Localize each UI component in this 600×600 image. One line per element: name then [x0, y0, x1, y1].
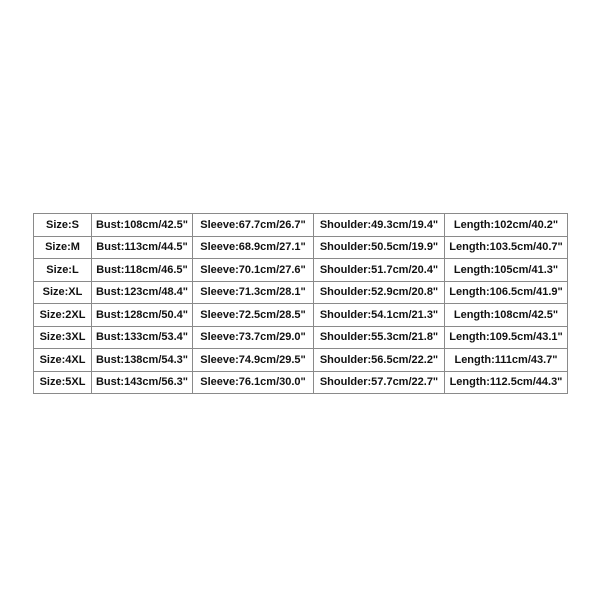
bust-cell: Bust:113cm/44.5" — [92, 236, 193, 259]
table-row — [34, 304, 568, 327]
size-cell: Size:S — [34, 214, 92, 237]
length-cell: Length:109.5cm/43.1" — [445, 326, 568, 349]
length-cell: Length:106.5cm/41.9" — [445, 281, 568, 304]
shoulder-cell: Shoulder:55.3cm/21.8" — [314, 326, 445, 349]
length-cell: Length:102cm/40.2" — [445, 214, 568, 237]
table-row — [34, 371, 568, 394]
shoulder-cell: Shoulder:57.7cm/22.7" — [314, 371, 445, 394]
table-row — [34, 214, 568, 237]
length-cell: Length:103.5cm/40.7" — [445, 236, 568, 259]
size-cell: Size:2XL — [34, 304, 92, 327]
bust-cell: Bust:128cm/50.4" — [92, 304, 193, 327]
size-cell: Size:L — [34, 259, 92, 282]
shoulder-cell: Shoulder:49.3cm/19.4" — [314, 214, 445, 237]
table-row — [34, 236, 568, 259]
bust-cell: Bust:133cm/53.4" — [92, 326, 193, 349]
shoulder-cell: Shoulder:54.1cm/21.3" — [314, 304, 445, 327]
sleeve-cell: Sleeve:74.9cm/29.5" — [193, 349, 314, 372]
bust-cell: Bust:138cm/54.3" — [92, 349, 193, 372]
size-cell: Size:XL — [34, 281, 92, 304]
table-row — [34, 281, 568, 304]
size-cell: Size:5XL — [34, 371, 92, 394]
length-cell: Length:111cm/43.7" — [445, 349, 568, 372]
size-chart-table — [33, 213, 568, 394]
size-cell: Size:3XL — [34, 326, 92, 349]
table-row — [34, 326, 568, 349]
sleeve-cell: Sleeve:73.7cm/29.0" — [193, 326, 314, 349]
sleeve-cell: Sleeve:72.5cm/28.5" — [193, 304, 314, 327]
bust-cell: Bust:108cm/42.5" — [92, 214, 193, 237]
length-cell: Length:112.5cm/44.3" — [445, 371, 568, 394]
sleeve-cell: Sleeve:71.3cm/28.1" — [193, 281, 314, 304]
shoulder-cell: Shoulder:51.7cm/20.4" — [314, 259, 445, 282]
size-cell: Size:4XL — [34, 349, 92, 372]
bust-cell: Bust:123cm/48.4" — [92, 281, 193, 304]
bust-cell: Bust:143cm/56.3" — [92, 371, 193, 394]
shoulder-cell: Shoulder:50.5cm/19.9" — [314, 236, 445, 259]
shoulder-cell: Shoulder:56.5cm/22.2" — [314, 349, 445, 372]
table-row — [34, 259, 568, 282]
length-cell: Length:105cm/41.3" — [445, 259, 568, 282]
size-cell: Size:M — [34, 236, 92, 259]
length-cell: Length:108cm/42.5" — [445, 304, 568, 327]
bust-cell: Bust:118cm/46.5" — [92, 259, 193, 282]
sleeve-cell: Sleeve:70.1cm/27.6" — [193, 259, 314, 282]
shoulder-cell: Shoulder:52.9cm/20.8" — [314, 281, 445, 304]
table-row — [34, 349, 568, 372]
sleeve-cell: Sleeve:67.7cm/26.7" — [193, 214, 314, 237]
sleeve-cell: Sleeve:76.1cm/30.0" — [193, 371, 314, 394]
sleeve-cell: Sleeve:68.9cm/27.1" — [193, 236, 314, 259]
